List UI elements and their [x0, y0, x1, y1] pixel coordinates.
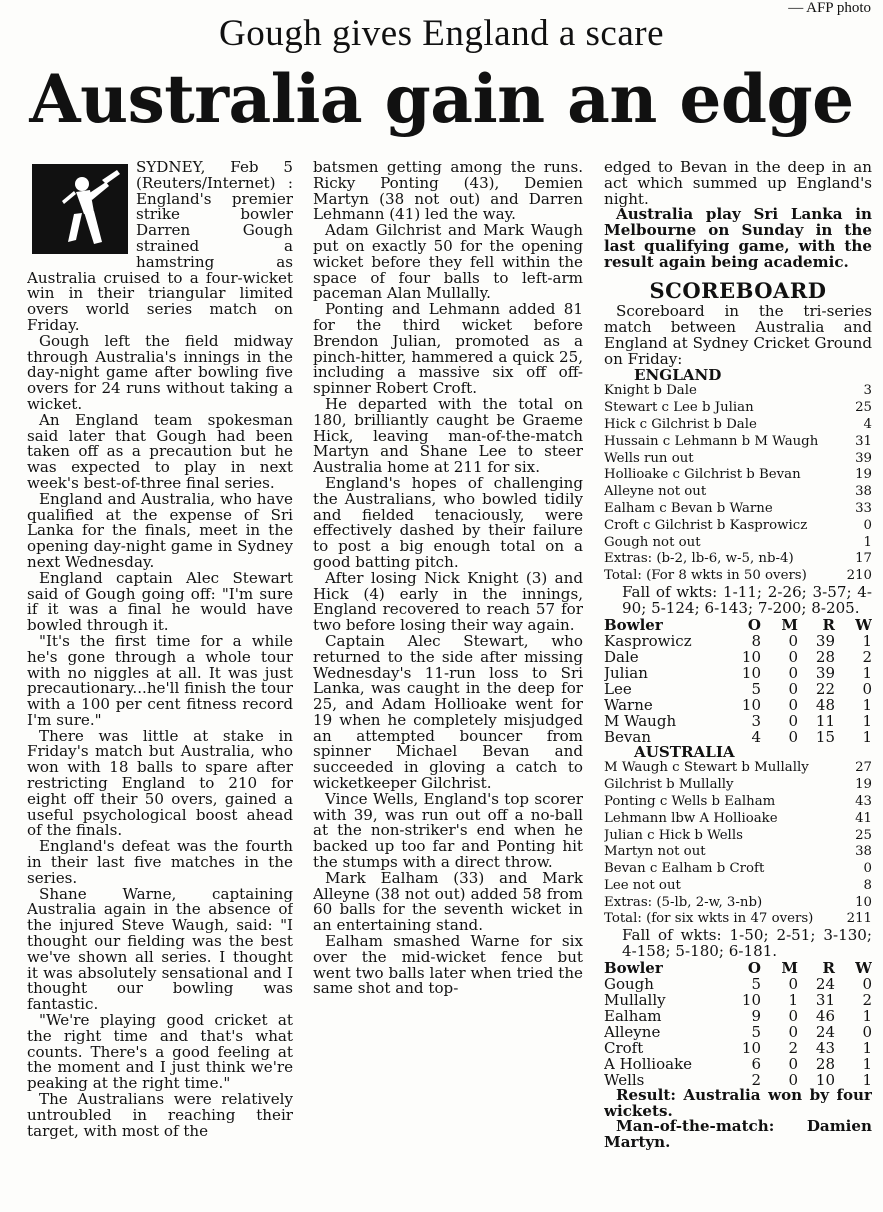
batsman-entry: Lehmann lbw A Hollioake	[604, 810, 778, 826]
bowling-row	[604, 697, 872, 713]
batsman-score: 41	[855, 810, 872, 826]
bowling-figure: 22	[815, 679, 835, 698]
england-fall-of-wickets: Fall of wkts: 1-11; 2-26; 3-57; 4-90; 5-124; 6-143; 7-200; 8-205.	[622, 582, 872, 617]
bowling-figure: 1	[862, 1054, 872, 1073]
batting-row	[604, 895, 872, 912]
bowler-name: Julian	[604, 663, 648, 682]
team-england: ENGLAND	[634, 365, 722, 384]
article-paragraph: Ponting and Lehmann added 81 for the third wicket before Brendon Julian, promoted as a pinch-hitter, hammered a quick 25, including a massive six off off-spinner Robert Croft.	[313, 300, 583, 398]
article-column-2	[313, 160, 583, 1205]
australia-batting	[604, 760, 872, 928]
bowling-figure: 0	[788, 974, 798, 993]
bowling-header-cell: W	[855, 958, 872, 977]
bowling-figure: 43	[815, 1038, 835, 1057]
batting-row	[604, 434, 872, 451]
article-paragraph: The Australians were relatively untroubled in reaching their target, with most of the	[27, 1090, 293, 1140]
bowler-name: Gough	[604, 974, 654, 993]
batsman-entry: Croft c Gilchrist b Kasprowicz	[604, 517, 808, 533]
bowling-row	[604, 1040, 872, 1056]
batsman-score: 38	[855, 844, 872, 860]
bowler-name: Mullally	[604, 990, 666, 1009]
bowling-figure: 0	[788, 1006, 798, 1025]
bowler-name: Dale	[604, 647, 639, 666]
bowling-figure: 2	[788, 1038, 798, 1057]
bowler-name: Lee	[604, 679, 632, 698]
bowling-header-cell: R	[822, 958, 835, 977]
bowling-row	[604, 1056, 872, 1072]
bowler-name: Croft	[604, 1038, 644, 1057]
bowling-figure: 10	[741, 990, 761, 1009]
bowling-figure: 0	[862, 679, 872, 698]
bowling-figure: 5	[751, 679, 761, 698]
bowling-figure: 0	[788, 679, 798, 698]
article-paragraph: He departed with the total on 180, brilliantly caught be Graeme Hick, leaving man-of-the-match Martyn and Shane Lee to steer Australia home at 211 for six.	[313, 394, 583, 477]
bowling-figure: 31	[815, 990, 835, 1009]
batting-row	[604, 777, 872, 794]
bowling-row	[604, 1008, 872, 1024]
bowling-figure: 10	[815, 1070, 835, 1089]
batsman-entry: Alleyne not out	[604, 484, 707, 500]
batting-row	[604, 501, 872, 518]
bowling-figure: 0	[788, 1070, 798, 1089]
bowling-figure: 1	[862, 631, 872, 650]
bowling-row	[604, 976, 872, 992]
match-result: Result: Australia won by four wickets.	[604, 1085, 872, 1120]
batsman-entry: Hollioake c Gilchrist b Bevan	[604, 467, 801, 483]
article-paragraph: England's hopes of challenging the Australians, who bowled tidily and fielded tenaciously, were effectively dashed by their failure to post a big enough total on a good batting pitch.	[313, 473, 583, 571]
article-paragraph: Vince Wells, England's top scorer with 39, was run out off a no-ball at the non-striker's end when he backed up too far and Ponting hit the stumps with a direct throw.	[313, 789, 583, 872]
batting-row	[604, 535, 872, 552]
bowling-figure: 1	[788, 990, 798, 1009]
batsman-entry: Hussain c Lehmann b M Waugh	[604, 433, 819, 449]
article-paragraph: An England team spokesman said later that Gough had been taken off as a precaution but he was expected to play in next week's best-of-three final series.	[27, 410, 293, 492]
article-paragraph: "We're playing good cricket at the right time and that's what counts. There's a good feeling at the moment and I just think we're peaking at the right time."	[27, 1011, 293, 1093]
bowling-figure: 39	[815, 663, 835, 682]
bowling-header-cell: O	[747, 615, 761, 634]
batsman-entry: Knight b Dale	[604, 383, 697, 399]
batsman-score: 19	[855, 777, 872, 793]
batsman-score: 0	[863, 517, 872, 533]
cricket-batsman-icon	[32, 164, 128, 254]
batting-row	[604, 451, 872, 468]
bowling-figure: 5	[751, 1022, 761, 1041]
bowling-header-cell: Bowler	[604, 615, 663, 634]
batting-row	[604, 467, 872, 484]
bowling-figure: 0	[862, 974, 872, 993]
batting-row	[604, 518, 872, 535]
bowling-figure: 46	[815, 1006, 835, 1025]
bowling-figure: 0	[788, 711, 798, 730]
bowler-name: Bevan	[604, 727, 651, 746]
bowling-figure: 0	[788, 727, 798, 746]
article-paragraph: edged to Bevan in the deep in an act which summed up England's night.	[604, 160, 872, 208]
bowler-name: Warne	[604, 695, 653, 714]
batsman-entry: M Waugh c Stewart b Mullally	[604, 760, 809, 776]
bowling-figure: 10	[741, 663, 761, 682]
bowling-row	[604, 681, 872, 697]
bowler-name: Kasprowicz	[604, 631, 692, 650]
batsman-entry: Ealham c Bevan b Warne	[604, 500, 773, 516]
man-of-the-match: Man-of-the-match: Damien Martyn.	[604, 1117, 872, 1152]
australia-bowling	[604, 960, 872, 1088]
batsman-score: 38	[855, 484, 872, 500]
bowling-figure: 0	[788, 647, 798, 666]
batting-row	[604, 484, 872, 501]
article-paragraph: batsmen getting among the runs. Ricky Ponting (43), Demien Martyn (38 not out) and Darren Lehmann (41) led the way.	[313, 160, 583, 224]
bowling-header-cell: M	[781, 615, 798, 634]
photo-credit: — AFP photo	[788, 0, 871, 16]
batsman-entry: Hick c Gilchrist b Dale	[604, 416, 757, 432]
bowling-figure: 1	[862, 695, 872, 714]
batsman-score: 211	[846, 911, 872, 927]
bowling-figure: 0	[788, 1022, 798, 1041]
article-paragraph: SYDNEY, Feb 5 (Reuters/Internet) : England's premier strike bowler Darren Gough strained a hamstring as Australia cruised to a four-wicket win in their triangular limited overs world series match on Friday.	[27, 160, 293, 334]
bowling-figure: 0	[862, 1022, 872, 1041]
bowling-figure: 10	[741, 1038, 761, 1057]
article-paragraph: Ealham smashed Warne for six over the mid-wicket fence but went two balls later when tried the same shot and top-	[313, 932, 583, 998]
bowling-figure: 28	[815, 1054, 835, 1073]
bowler-name: A Hollioake	[604, 1054, 693, 1073]
batsman-entry: Total: (For 8 wkts in 50 overs)	[604, 568, 807, 584]
batting-row	[604, 878, 872, 895]
article-paragraph: England's defeat was the fourth in their last five matches in the series.	[27, 837, 293, 887]
batsman-entry: Bevan c Ealham b Croft	[604, 861, 765, 877]
batsman-score: 1	[863, 534, 872, 550]
bowling-row	[604, 665, 872, 681]
bowling-header-cell: M	[781, 958, 798, 977]
batsman-entry: Julian c Hick b Wells	[604, 827, 743, 843]
article-paragraph: Mark Ealham (33) and Mark Alleyne (38 not out) added 58 from 60 balls for the seventh wicket in an entertaining stand.	[313, 868, 583, 935]
england-bowling	[604, 617, 872, 745]
batsman-score: 4	[863, 416, 872, 432]
batsman-entry: Stewart c Lee b Julian	[604, 400, 754, 416]
batsman-score: 43	[855, 793, 872, 809]
bowling-figure: 1	[862, 711, 872, 730]
bowling-figure: 8	[751, 631, 761, 650]
article-paragraph: "It's the first time for a while he's gone through a whole tour with no niggles at all. It was just precautionary...he'll finish the tour with a 100 per cent fitness record I'm sure."	[27, 631, 293, 729]
batsman-score: 17	[855, 551, 872, 567]
bowling-figure: 24	[815, 974, 835, 993]
batting-row	[604, 417, 872, 434]
article-paragraph: England and Australia, who have qualified at the expense of Sri Lanka for the finals, meet in the opening day-night game in Sydney next Wednesday.	[27, 489, 293, 571]
batsman-score: 0	[863, 861, 872, 877]
article-paragraph: Gough left the field midway through Australia's innings in the day-night game after bowling five overs for 24 runs without taking a wicket.	[27, 331, 293, 413]
bowling-figure: 39	[815, 631, 835, 650]
bowling-row	[604, 1024, 872, 1040]
bowling-figure: 3	[751, 711, 761, 730]
batsman-score: 10	[855, 894, 872, 910]
batsman-score: 25	[855, 400, 872, 416]
scoreboard-title: SCOREBOARD	[649, 277, 827, 303]
bowling-header-cell: O	[747, 958, 761, 977]
headline: Australia gain an edge	[29, 60, 854, 138]
article-paragraph: There was little at stake in Friday's match but Australia, who won with 18 balls to spare after restricting England to 210 for eight off their 50 overs, gained a useful psychological boost ahead of the finals.	[27, 726, 293, 840]
article-paragraph-bold: Australia play Sri Lanka in Melbourne on Sunday in the last qualifying game, with the result again being academic.	[604, 205, 872, 271]
team-australia: AUSTRALIA	[634, 742, 735, 761]
bowler-name: Alleyne	[604, 1022, 661, 1041]
bowling-figure: 1	[862, 1070, 872, 1089]
batsman-entry: Lee not out	[604, 877, 681, 893]
batsman-score: 27	[855, 760, 872, 776]
bowling-figure: 0	[788, 695, 798, 714]
article-paragraph: Shane Warne, captaining Australia again in the absence of the injured Steve Waugh, said: "I thought our fielding was the best we've shown all series. I thought it was absolutely sensational and I thought our bowling was fantastic.	[27, 884, 293, 1014]
article-column-3	[604, 160, 872, 1205]
bowling-figure: 0	[788, 663, 798, 682]
bowling-figure: 11	[815, 711, 835, 730]
batsman-entry: Ponting c Wells b Ealham	[604, 793, 776, 809]
bowling-figure: 2	[862, 647, 872, 666]
batting-row	[604, 551, 872, 568]
batting-row	[604, 383, 872, 400]
scoreboard-intro: Scoreboard in the tri-series match between Australia and England at Sydney Cricket Ground on Friday:	[604, 302, 872, 368]
batsman-score: 19	[855, 467, 872, 483]
batsman-entry: Gough not out	[604, 534, 701, 550]
bowling-figure: 10	[741, 695, 761, 714]
batsman-entry: Extras: (b-2, lb-6, w-5, nb-4)	[604, 551, 794, 567]
batsman-entry: Extras: (5-lb, 2-w, 3-nb)	[604, 894, 763, 910]
batting-row	[604, 861, 872, 878]
bowling-header-cell: Bowler	[604, 958, 663, 977]
batsman-score: 3	[863, 383, 872, 399]
article-paragraph: Captain Alec Stewart, who returned to the side after missing Wednesday's 11-run loss to Sri Lanka, was caught in the deep for 25, and Adam Hollioake went for 19 when he completely misjudged an attempted bouncer from spinner Michael Bevan and succeeded in gloving a catch to wicketkeeper Gilchrist.	[313, 631, 583, 793]
batting-row	[604, 811, 872, 828]
bowling-figure: 4	[751, 727, 761, 746]
england-batting	[604, 383, 872, 585]
bowling-figure: 5	[751, 974, 761, 993]
bowler-name: Ealham	[604, 1006, 662, 1025]
bowling-figure: 2	[751, 1070, 761, 1089]
article-paragraph: England captain Alec Stewart said of Gough going off: "I'm sure if it was a final he would have bowled through it.	[27, 568, 293, 635]
bowling-figure: 24	[815, 1022, 835, 1041]
batsman-score: 31	[855, 433, 872, 449]
bowling-header-cell: R	[822, 615, 835, 634]
bowling-figure: 2	[862, 990, 872, 1009]
bowling-figure: 9	[751, 1006, 761, 1025]
batsman-score: 33	[855, 500, 872, 516]
batsman-entry: Martyn not out	[604, 844, 706, 860]
batsman-entry: Total: (for six wkts in 47 overs)	[604, 911, 814, 927]
batting-row	[604, 794, 872, 811]
australia-fall-of-wickets: Fall of wkts: 1-50; 2-51; 3-130; 4-158; 5-180; 6-181.	[622, 926, 872, 961]
bowling-figure: 0	[788, 631, 798, 650]
bowling-figure: 1	[862, 663, 872, 682]
bowling-figure: 1	[862, 1038, 872, 1057]
batting-row	[604, 400, 872, 417]
article-paragraph: After losing Nick Knight (3) and Hick (4) early in the innings, England recovered to reach 57 for two before losing their way again.	[313, 568, 583, 635]
article-column-1	[27, 160, 293, 1205]
bowling-header-cell: W	[855, 615, 872, 634]
bowling-figure: 1	[862, 727, 872, 746]
bowling-row	[604, 992, 872, 1008]
batsman-entry: Gilchrist b Mullally	[604, 777, 734, 793]
batsman-score: 39	[855, 450, 872, 466]
bowling-figure: 10	[741, 647, 761, 666]
batsman-score: 8	[863, 877, 872, 893]
batsman-entry: Wells run out	[604, 450, 694, 466]
bowling-figure: 15	[815, 727, 835, 746]
subheadline: Gough gives England a scare	[218, 13, 665, 54]
batsman-score: 210	[846, 568, 872, 584]
bowling-header	[604, 617, 872, 633]
bowling-row	[604, 713, 872, 729]
bowling-figure: 28	[815, 647, 835, 666]
batting-row	[604, 760, 872, 777]
batting-row	[604, 844, 872, 861]
bowler-name: M Waugh	[604, 711, 677, 730]
bowling-figure: 48	[815, 695, 835, 714]
bowling-figure: 0	[788, 1054, 798, 1073]
bowling-figure: 1	[862, 1006, 872, 1025]
batsman-score: 25	[855, 827, 872, 843]
batting-row	[604, 828, 872, 845]
bowling-row	[604, 649, 872, 665]
bowler-name: Wells	[604, 1070, 645, 1089]
bowling-row	[604, 633, 872, 649]
bowling-figure: 6	[751, 1054, 761, 1073]
bowling-header	[604, 960, 872, 976]
article-paragraph: Adam Gilchrist and Mark Waugh put on exactly 50 for the opening wicket before they fell within the space of four balls to left-arm paceman Alan Mullally.	[313, 221, 583, 303]
